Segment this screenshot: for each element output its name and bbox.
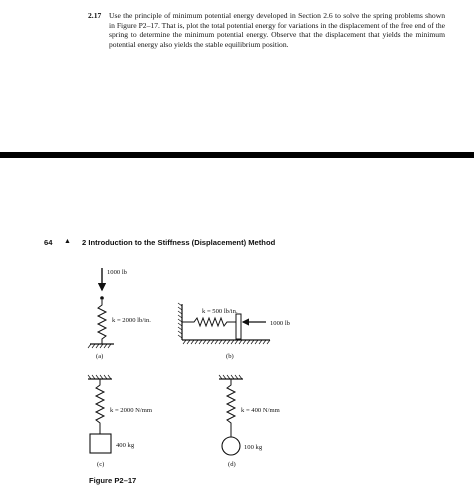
figure-label-d: (d) [228, 461, 236, 468]
page-number: 64 [44, 238, 53, 247]
problem-number: 2.17 [88, 11, 102, 20]
chapter-title: 2 Introduction to the Stiffness (Displacement) Method [82, 238, 276, 247]
mass-label-d: 100 kg [244, 444, 263, 451]
figure-b [178, 303, 291, 360]
mass-label-c: 400 kg [116, 442, 135, 449]
figure-c [88, 375, 153, 468]
spring-c [96, 379, 104, 434]
force-label-b: 1000 lb [270, 320, 290, 327]
spring-a [98, 300, 106, 344]
figure-label-c: (c) [97, 461, 105, 468]
stiffness-label-c: k = 2000 N/mm [110, 407, 152, 414]
figure-d [219, 375, 281, 468]
stiffness-label-b: k = 500 lb/in. [202, 308, 238, 315]
stiffness-label-a: k = 2000 lb/in. [112, 317, 151, 324]
figure-caption: Figure P2–17 [89, 476, 137, 485]
spring-b [182, 318, 236, 326]
mass-ball-d [222, 437, 240, 455]
problem-text: Use the principle of minimum potential energy developed in Section 2.6 to solve the spring problems shown in Figure P2–17. That is, plot the total potential energy for variations in the displacement of the free end of the spring to determine the minimum potential energy. Observe that the displacement that yields the minimum potential energy also yields the stable equilibrium position. [109, 11, 445, 49]
figure-label-a: (a) [96, 353, 104, 360]
stiffness-label-d: k = 400 N/mm [241, 407, 280, 414]
mass-block-c [90, 434, 111, 453]
spring-d [227, 379, 235, 437]
block-b [236, 314, 241, 339]
figure-label-b: (b) [226, 353, 234, 360]
figure-a [88, 268, 151, 360]
triangle-marker-icon: ▲ [64, 238, 71, 245]
force-label-a: 1000 lb [107, 269, 127, 276]
